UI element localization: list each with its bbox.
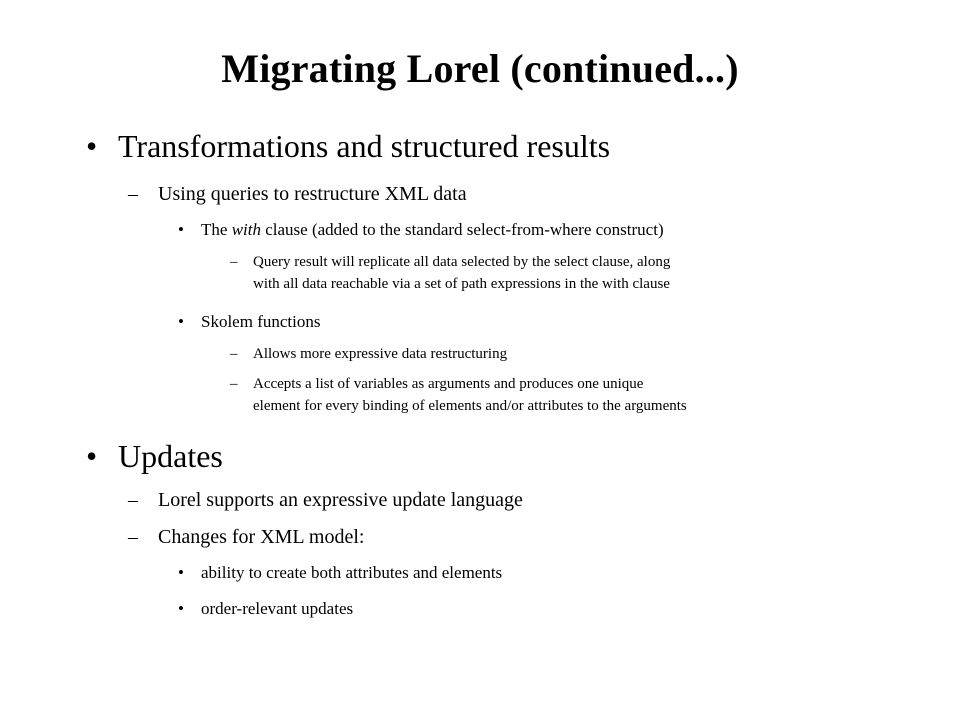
- bullet-marker: •: [86, 438, 98, 474]
- dash-marker: –: [230, 346, 238, 362]
- detail-text: Allows more expressive data restructuring: [253, 346, 508, 362]
- bullet-marker: •: [178, 220, 184, 239]
- detail-line-2: with all data reachable via a set of path expressions in the with clause: [253, 276, 670, 292]
- item-text-suffix: clause (added to the standard select-from-where construct): [260, 220, 664, 239]
- detail-line-1: Query result will replicate all data selected by the select clause, along: [253, 254, 671, 270]
- item-text-emphasis: with: [231, 220, 261, 239]
- dash-marker: –: [128, 183, 138, 205]
- item-text: ability to create both attributes and elements: [201, 563, 503, 582]
- bullet-marker: •: [178, 599, 184, 618]
- bullet-text: Transformations and structured results: [118, 128, 611, 164]
- dash-marker: –: [230, 376, 238, 392]
- sub-bullet-text: Lorel supports an expressive update language: [158, 489, 523, 511]
- bullet-marker: •: [178, 563, 184, 582]
- sub-bullet-text: Using queries to restructure XML data: [158, 183, 467, 205]
- detail-line-2: element for every binding of elements and/or attributes to the arguments: [253, 398, 687, 414]
- dash-marker: –: [128, 489, 138, 511]
- bullet-marker: •: [86, 128, 98, 164]
- item-text: Skolem functions: [201, 312, 321, 331]
- item-text-prefix: The: [201, 220, 232, 239]
- item-text: order-relevant updates: [201, 599, 354, 618]
- bullet-marker: •: [178, 312, 184, 331]
- bullet-text: Updates: [118, 438, 223, 474]
- slide-title: Migrating Lorel (continued...): [221, 46, 739, 91]
- dash-marker: –: [128, 526, 138, 548]
- sub-bullet-text: Changes for XML model:: [158, 526, 365, 548]
- dash-marker: –: [230, 254, 238, 270]
- item-text: [201, 220, 664, 240]
- detail-line-1: Accepts a list of variables as arguments and produces one unique: [253, 376, 644, 392]
